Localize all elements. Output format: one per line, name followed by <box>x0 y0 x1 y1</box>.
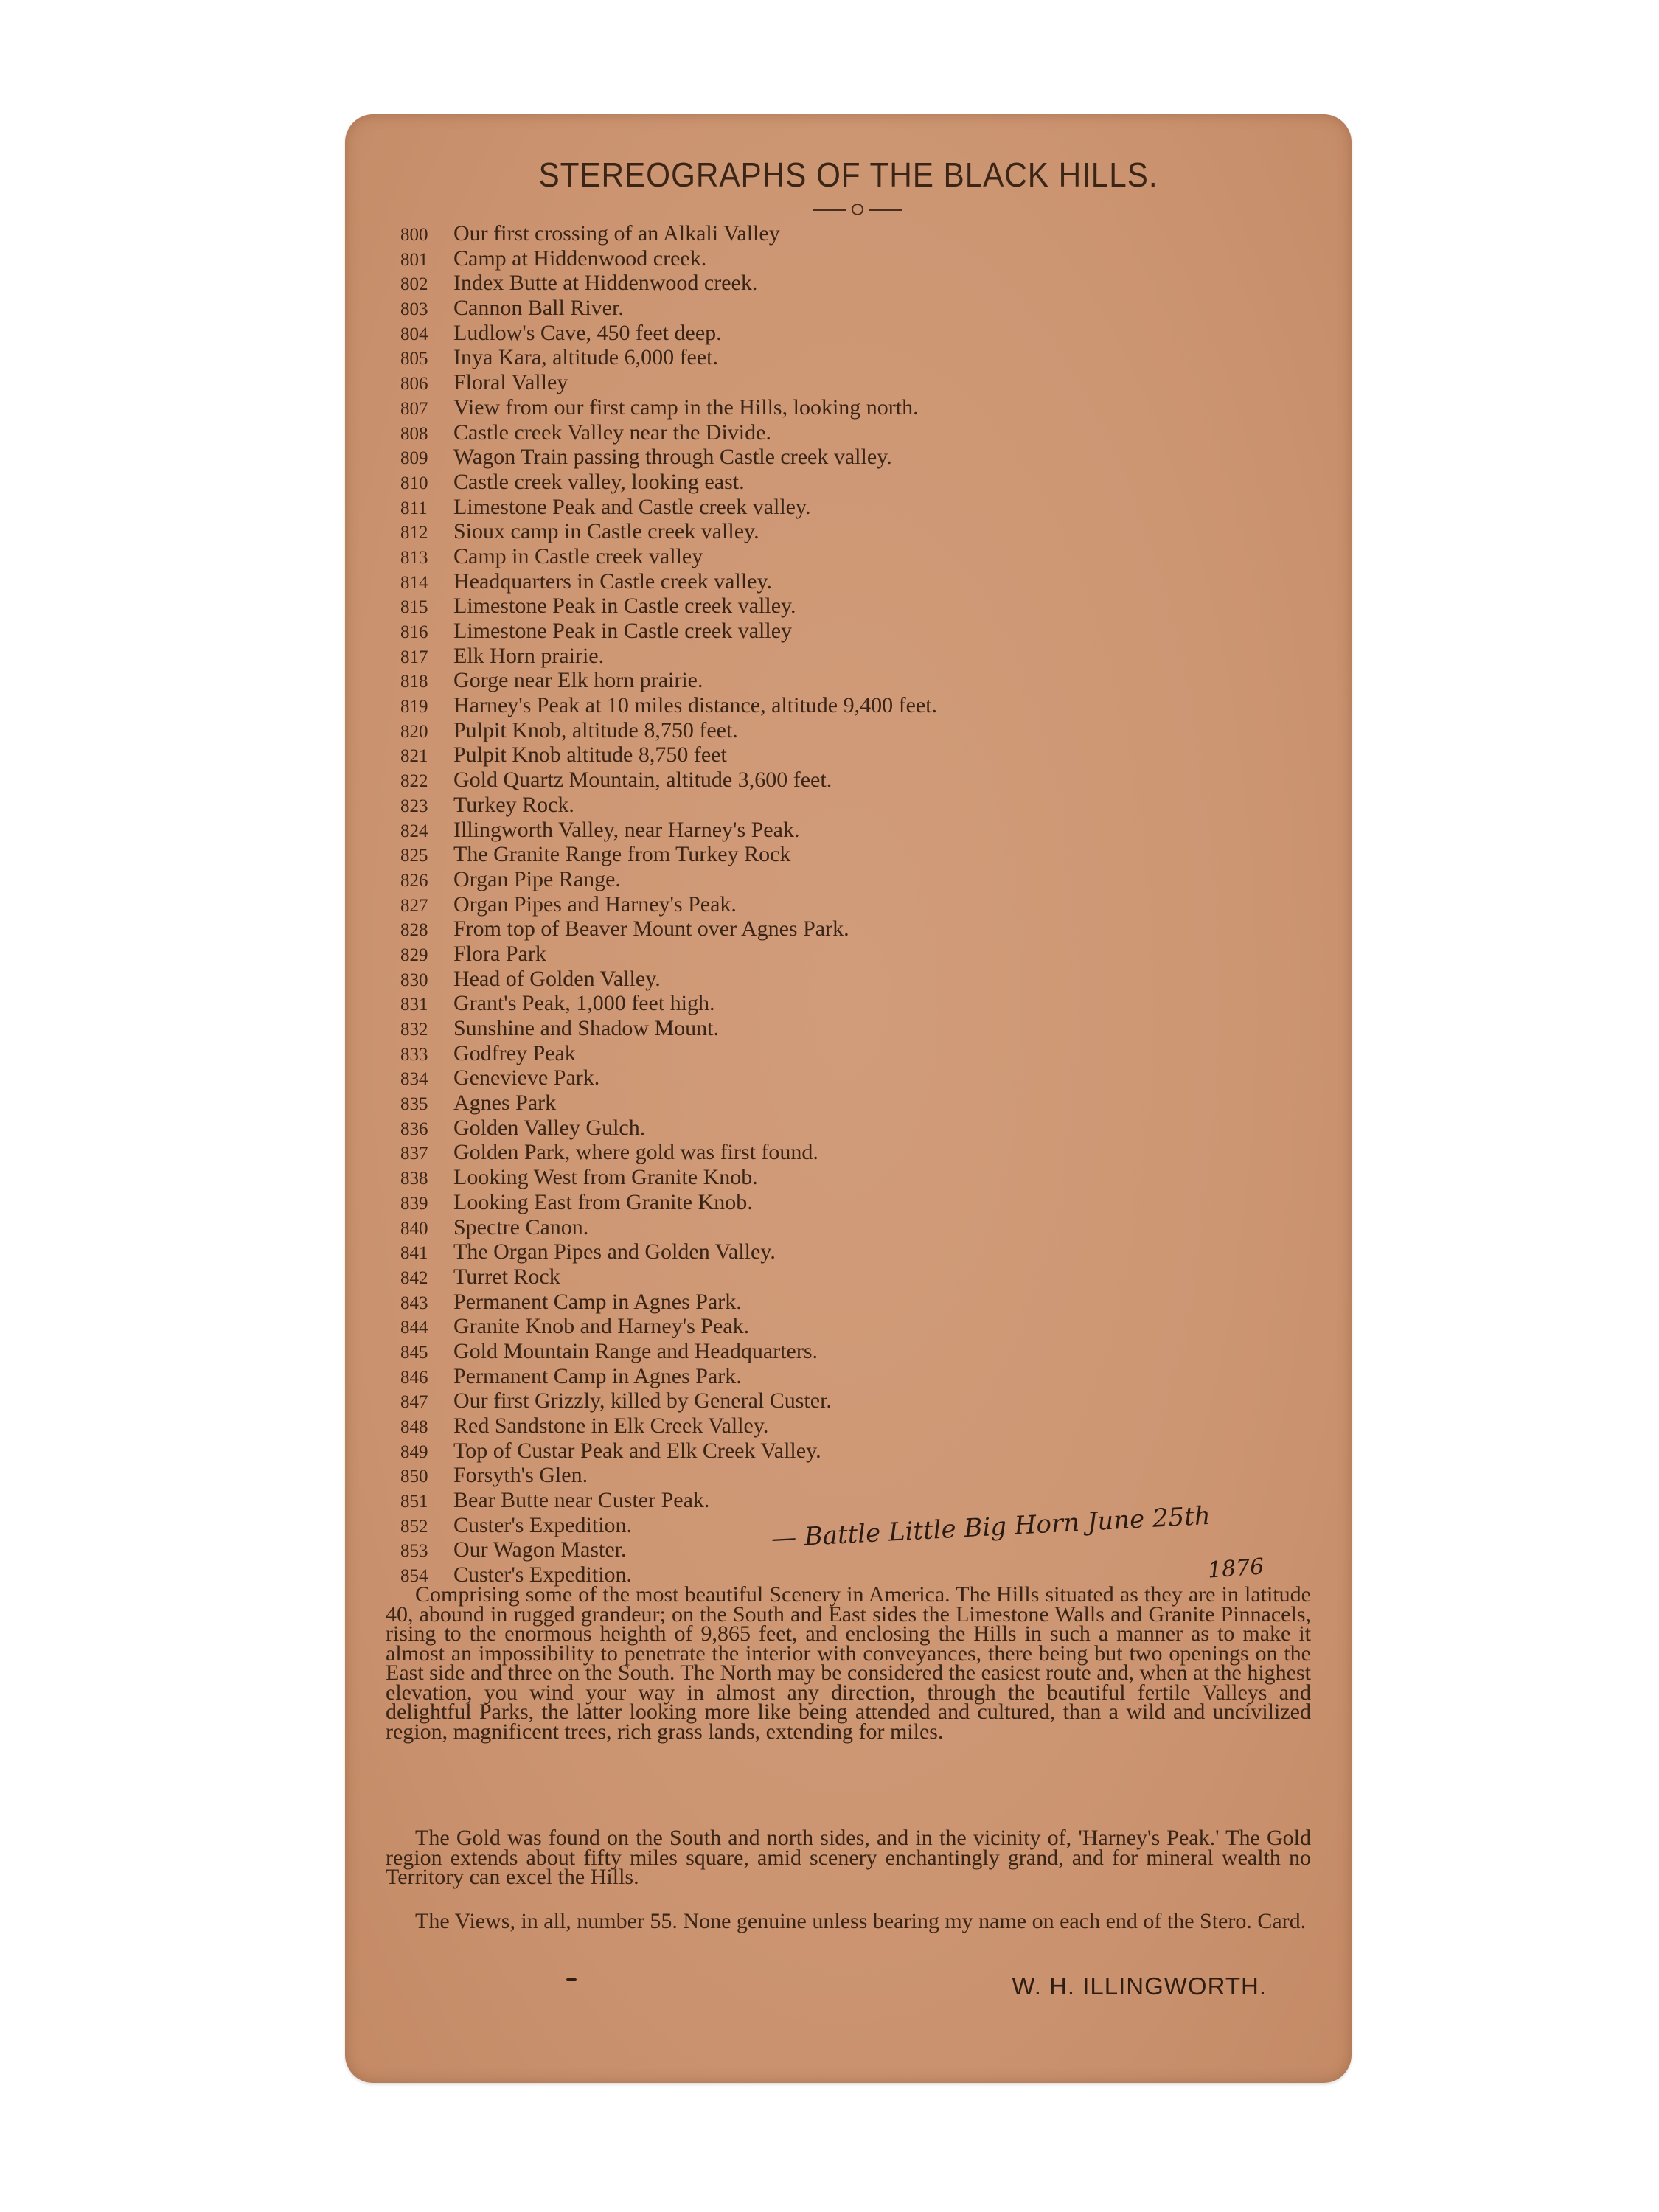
view-list-item <box>400 1016 1285 1041</box>
view-list-item <box>400 420 1285 445</box>
view-list-item <box>400 1091 1285 1116</box>
view-number: 801 <box>400 249 428 270</box>
view-list-item <box>400 892 1285 917</box>
view-number: 843 <box>400 1293 428 1313</box>
view-title: Limestone Peak in Castle creek valley. <box>453 594 796 619</box>
title-ornament <box>813 203 902 216</box>
view-list-item <box>400 370 1285 395</box>
view-list-item <box>400 221 1285 246</box>
view-number: 825 <box>400 846 428 866</box>
view-number: 847 <box>400 1392 428 1413</box>
view-title: Top of Custar Peak and Elk Creek Valley. <box>453 1438 821 1463</box>
view-title: Our Wagon Master. <box>453 1537 627 1562</box>
view-title: Granite Knob and Harney's Peak. <box>453 1314 750 1339</box>
view-title: Illingworth Valley, near Harney's Peak. <box>453 817 800 842</box>
view-title: Red Sandstone in Elk Creek Valley. <box>453 1413 769 1438</box>
view-title: The Granite Range from Turkey Rock <box>453 842 791 867</box>
view-number: 838 <box>400 1169 428 1189</box>
view-list-item <box>400 445 1285 470</box>
description-paragraph-2: The Gold was found on the South and north sides, and in the vicinity of, 'Harney's Peak.' The Gold region extends about fifty miles square, amid scenery enchantingly grand, and for mineral wealth no Territory can excel the Hills. <box>386 1826 1311 1889</box>
view-number: 836 <box>400 1119 428 1139</box>
view-number: 849 <box>400 1441 428 1462</box>
view-list-item <box>400 967 1285 992</box>
view-list-item <box>400 793 1285 818</box>
view-list-item <box>400 1140 1285 1165</box>
view-list-item <box>400 345 1285 370</box>
view-number: 845 <box>400 1342 428 1363</box>
view-title: Turret Rock <box>453 1264 560 1289</box>
view-number: 808 <box>400 423 428 444</box>
view-list-item <box>400 1116 1285 1141</box>
view-title: Agnes Park <box>453 1091 557 1116</box>
handwritten-annotation: — Battle Little Big Horn June 25th <box>770 1500 1211 1554</box>
view-title: Genevieve Park. <box>453 1065 600 1091</box>
view-list-item <box>400 1388 1285 1413</box>
view-title: Harney's Peak at 10 miles distance, altitude 9,400 feet. <box>453 693 938 718</box>
view-list-item <box>400 296 1285 321</box>
view-title: Godfrey Peak <box>453 1040 576 1065</box>
view-number: 842 <box>400 1267 428 1288</box>
view-number: 829 <box>400 945 428 965</box>
view-title: Gold Quartz Mountain, altitude 3,600 feet. <box>453 768 832 793</box>
view-title: Limestone Peak in Castle creek valley <box>453 619 793 643</box>
view-number: 802 <box>400 274 428 295</box>
view-number: 814 <box>400 572 428 593</box>
ornament-circle <box>852 204 863 215</box>
view-title: Wagon Train passing through Castle creek valley. <box>453 445 892 470</box>
view-list-item <box>400 1239 1285 1265</box>
view-title: Custer's Expedition. <box>453 1562 633 1587</box>
view-list-item <box>400 718 1285 743</box>
view-number: 819 <box>400 697 428 717</box>
view-title: Inya Kara, altitude 6,000 feet. <box>453 345 719 370</box>
view-title: Permanent Camp in Agnes Park. <box>453 1363 742 1388</box>
view-list-item <box>400 519 1285 544</box>
view-title: Permanent Camp in Agnes Park. <box>453 1289 742 1314</box>
view-number: 813 <box>400 547 428 568</box>
view-number: 839 <box>400 1193 428 1214</box>
view-number: 828 <box>400 920 428 941</box>
view-list-item <box>400 768 1285 793</box>
view-list-item <box>400 1041 1285 1066</box>
view-number: 804 <box>400 324 428 344</box>
view-number: 824 <box>400 821 428 841</box>
view-title: Organ Pipe Range. <box>453 866 621 891</box>
view-number: 800 <box>400 225 428 245</box>
view-list-item <box>400 495 1285 520</box>
view-list-item <box>400 1290 1285 1315</box>
description-paragraph-3: The Views, in all, number 55. None genuine unless bearing my name on each end of the Stero. Card. <box>415 1909 1307 1933</box>
view-number: 809 <box>400 448 428 469</box>
view-list-item <box>400 942 1285 967</box>
view-list-item <box>400 321 1285 346</box>
view-title: Headquarters in Castle creek valley. <box>453 568 773 594</box>
view-list-item <box>400 271 1285 296</box>
view-title: Limestone Peak and Castle creek valley. <box>453 494 811 519</box>
view-list-item <box>400 742 1285 768</box>
view-title: Organ Pipes and Harney's Peak. <box>453 891 737 917</box>
view-list-item <box>400 1165 1285 1190</box>
view-title: The Organ Pipes and Golden Valley. <box>453 1239 776 1265</box>
view-number: 807 <box>400 398 428 419</box>
view-title: Gorge near Elk horn prairie. <box>453 668 703 693</box>
view-number: 831 <box>400 995 428 1015</box>
view-number: 851 <box>400 1492 428 1512</box>
view-list-item <box>400 470 1285 495</box>
view-number: 830 <box>400 970 428 990</box>
view-title: Golden Valley Gulch. <box>453 1115 646 1140</box>
view-list <box>400 221 1285 1587</box>
view-number: 827 <box>400 895 428 916</box>
view-title: Index Butte at Hiddenwood creek. <box>453 271 758 296</box>
view-number: 852 <box>400 1516 428 1537</box>
view-title: Our first Grizzly, killed by General Custer. <box>453 1388 832 1413</box>
view-list-item <box>400 1265 1285 1290</box>
view-list-item <box>400 1339 1285 1364</box>
view-title: Golden Park, where gold was first found. <box>453 1140 818 1165</box>
view-number: 805 <box>400 349 428 369</box>
view-number: 841 <box>400 1243 428 1264</box>
view-list-item <box>400 818 1285 843</box>
view-title: Spectre Canon. <box>453 1214 589 1239</box>
view-list-item <box>400 395 1285 420</box>
ink-mark <box>566 1978 577 1981</box>
view-list-item <box>400 644 1285 669</box>
ornament-line-left <box>813 209 846 211</box>
view-number: 833 <box>400 1044 428 1065</box>
view-title: Cannon Ball River. <box>453 296 624 321</box>
view-number: 832 <box>400 1020 428 1040</box>
view-number: 806 <box>400 374 428 394</box>
view-number: 817 <box>400 647 428 667</box>
view-list-item <box>400 693 1285 718</box>
view-title: Floral Valley <box>453 370 568 395</box>
view-number: 823 <box>400 796 428 816</box>
view-title: Grant's Peak, 1,000 feet high. <box>453 991 715 1016</box>
view-title: Head of Golden Valley. <box>453 966 661 991</box>
description-paragraph-1: Comprising some of the most beautiful Scenery in America. The Hills situated as they are in latitude 40, abound in rugged grandeur; on the South and East sides the Limestone Walls and Granite Pinnacels, rising to the enormous heighth of 9,865 feet, and enclosing the Hills in such a manner as to make it almost an impossibility to penetrate the interior with conveyances, there being but two openings on the East side and three on the South. The North may be considered the easiest route and, when at the highest elevation, you wind your way in almost any direction, through the beautiful fertile Valleys and delightful Parks, the latter looking more like being attended and cultured, than a wild and uncivilized region, magnificent trees, rich grass lands, extending for miles. <box>386 1582 1311 1744</box>
view-title: Forsyth's Glen. <box>453 1463 588 1488</box>
view-title: Turkey Rock. <box>453 792 574 817</box>
view-number: 826 <box>400 870 428 891</box>
view-number: 816 <box>400 622 428 642</box>
view-number: 821 <box>400 746 428 767</box>
publisher-name: W. H. ILLINGWORTH. <box>1012 1972 1267 2000</box>
view-list-item <box>400 917 1285 942</box>
view-number: 810 <box>400 473 428 493</box>
view-number: 822 <box>400 771 428 792</box>
view-title: Pulpit Knob altitude 8,750 feet <box>453 742 727 768</box>
view-title: Sunshine and Shadow Mount. <box>453 1016 719 1040</box>
ornament-line-right <box>869 209 902 211</box>
view-number: 854 <box>400 1566 428 1587</box>
view-title: Looking West from Granite Knob. <box>453 1165 758 1190</box>
view-list-item <box>400 1065 1285 1091</box>
view-title: Castle creek Valley near the Divide. <box>453 420 771 445</box>
view-list-item <box>400 991 1285 1016</box>
view-title: Flora Park <box>453 941 546 966</box>
view-number: 812 <box>400 523 428 543</box>
view-title: Pulpit Knob, altitude 8,750 feet. <box>453 717 738 742</box>
view-number: 815 <box>400 597 428 618</box>
view-list-item <box>400 1413 1285 1439</box>
view-list-item <box>400 668 1285 693</box>
view-list-item <box>400 1314 1285 1339</box>
view-title: Gold Mountain Range and Headquarters. <box>453 1338 818 1363</box>
view-list-item <box>400 867 1285 892</box>
view-number: 837 <box>400 1144 428 1164</box>
view-title: Sioux camp in Castle creek valley. <box>453 519 759 544</box>
view-number: 835 <box>400 1094 428 1115</box>
view-number: 853 <box>400 1541 428 1562</box>
view-number: 850 <box>400 1467 428 1487</box>
view-list-item <box>400 842 1285 867</box>
view-list-item <box>400 1190 1285 1215</box>
view-list-item <box>400 619 1285 644</box>
view-list-item <box>400 1215 1285 1240</box>
view-title: View from our first camp in the Hills, looking north. <box>453 394 919 420</box>
stereograph-card <box>345 114 1352 2083</box>
view-title: Camp in Castle creek valley <box>453 543 703 568</box>
view-number: 820 <box>400 721 428 742</box>
view-list-item <box>400 544 1285 569</box>
view-number: 848 <box>400 1417 428 1437</box>
view-title: Ludlow's Cave, 450 feet deep. <box>453 320 722 345</box>
view-number: 840 <box>400 1218 428 1239</box>
view-number: 818 <box>400 672 428 692</box>
view-title: Custer's Expedition. <box>453 1512 633 1537</box>
view-number: 844 <box>400 1318 428 1338</box>
handwritten-year: 1876 <box>1206 1554 1265 1584</box>
view-title: From top of Beaver Mount over Agnes Park. <box>453 917 849 942</box>
view-number: 846 <box>400 1367 428 1388</box>
view-list-item <box>400 1463 1285 1488</box>
view-list-item <box>400 246 1285 271</box>
view-list-item <box>400 1364 1285 1389</box>
view-number: 811 <box>400 498 428 518</box>
view-number: 803 <box>400 299 428 320</box>
view-number: 834 <box>400 1069 428 1090</box>
card-title: STEREOGRAPHS OF THE BLACK HILLS. <box>538 156 1158 194</box>
view-title: Elk Horn prairie. <box>453 643 605 668</box>
view-list-item <box>400 569 1285 594</box>
view-title: Looking East from Granite Knob. <box>453 1189 753 1214</box>
view-title: Castle creek valley, looking east. <box>453 469 745 494</box>
view-list-item <box>400 1439 1285 1464</box>
view-title: Camp at Hiddenwood creek. <box>453 246 707 271</box>
view-title: Our first crossing of an Alkali Valley <box>453 221 780 246</box>
view-title: Bear Butte near Custer Peak. <box>453 1488 710 1513</box>
view-list-item <box>400 594 1285 619</box>
